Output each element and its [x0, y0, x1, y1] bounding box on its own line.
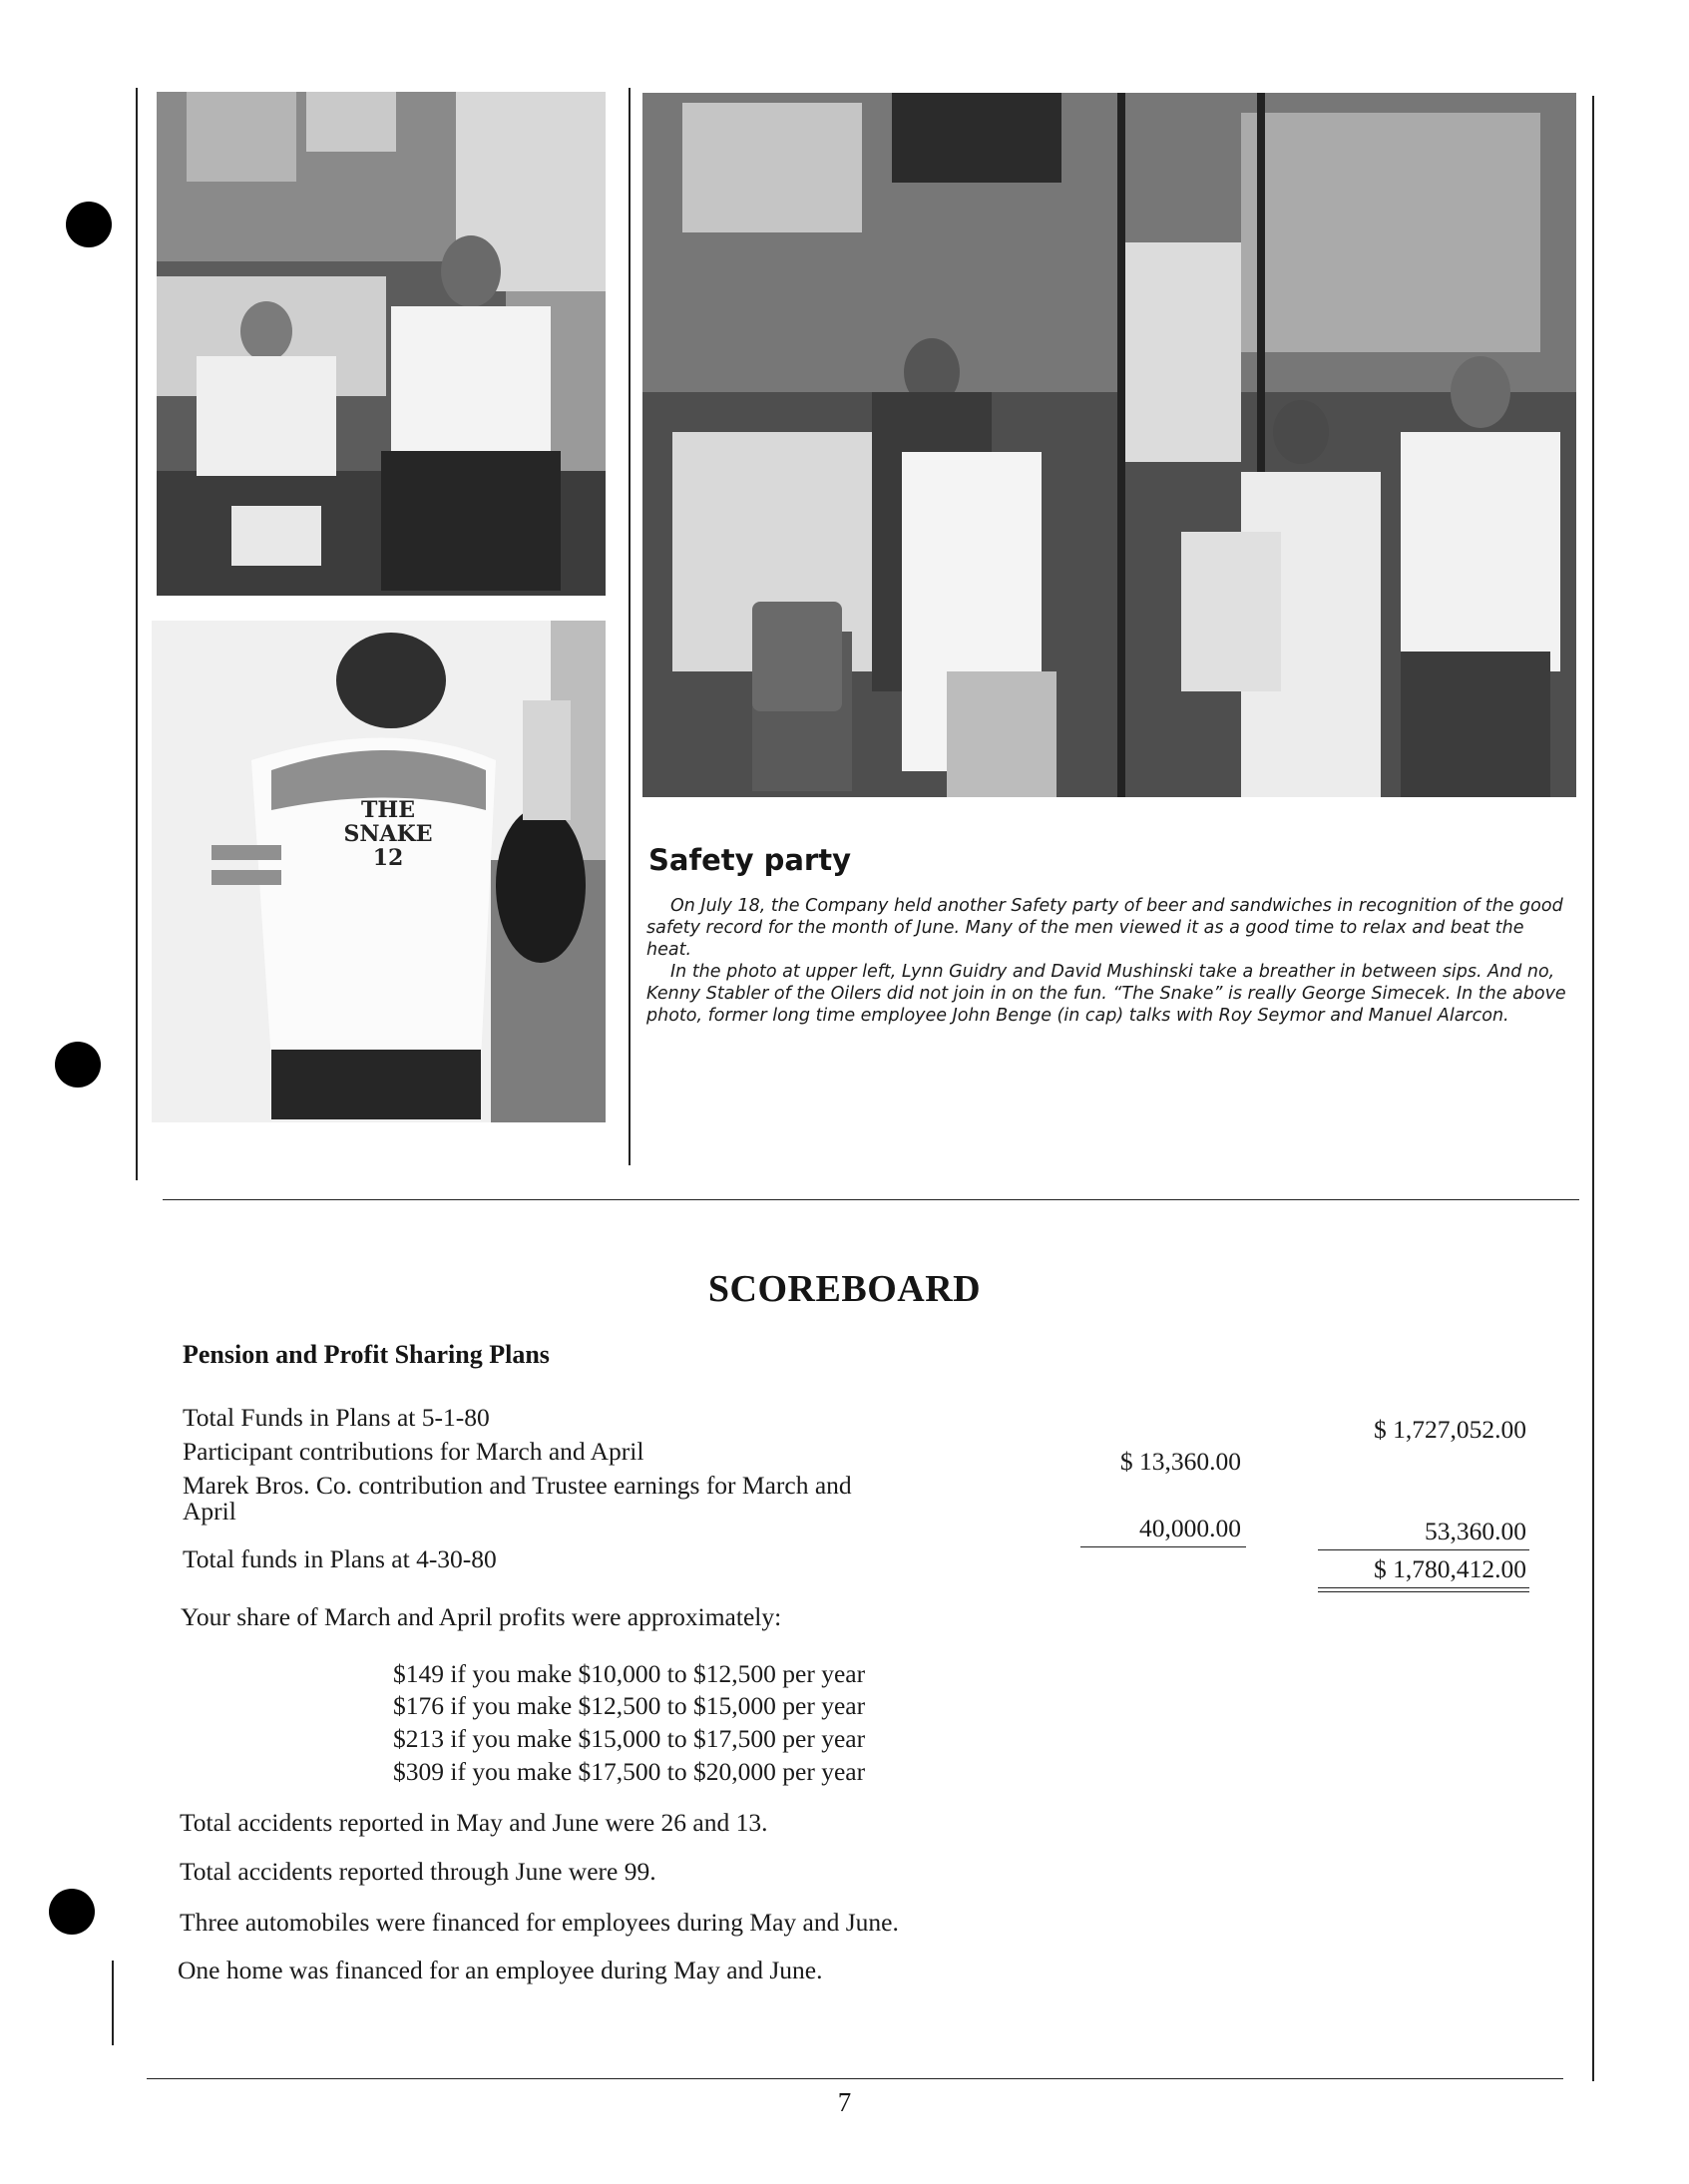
amount-total-funds-end: $ 1,780,412.00 [1374, 1554, 1526, 1583]
total-rule-top [1318, 1549, 1529, 1550]
column-divider [629, 88, 631, 1165]
photo-top-left [157, 92, 606, 596]
photo-bottom-left [152, 621, 606, 1122]
warehouse-photo-graphic [157, 92, 606, 596]
left-margin-rule [136, 88, 138, 1180]
jersey-text [323, 798, 453, 870]
binder-hole [49, 1889, 95, 1935]
statement-accidents-through-june: Total accidents reported through June were 99. [180, 1857, 656, 1886]
share-line: $176 if you make $12,500 to $15,000 per year [393, 1691, 866, 1720]
row-label-company-contribution-cont: April [183, 1497, 236, 1526]
caption-body [646, 895, 1569, 1027]
section-title: Pension and Profit Sharing Plans [183, 1340, 550, 1369]
left-margin-rule-lower [112, 1961, 114, 2045]
share-intro: Your share of March and April profits were approximately: [181, 1602, 782, 1631]
row-label-total-funds-start: Total Funds in Plans at 5-1-80 [183, 1403, 490, 1432]
caption-paragraph: In the photo at upper left, Lynn Guidry and David Mushinski take a breather in between sips. And no, Kenny Stabler of the Oilers did not join in on the fun. “The Snake” is really George Simecek. In the above photo, former long time employee John Benge (in cap) talks with Roy Seymor and Manuel Alarcon. [646, 962, 1566, 1026]
amount-company-contribution: 40,000.00 [1139, 1514, 1241, 1542]
footer-rule [147, 2078, 1563, 2079]
jersey-line: 12 [372, 845, 404, 871]
total-double-rule [1318, 1587, 1529, 1588]
subtotal-underline [1080, 1546, 1246, 1547]
jersey-line: SNAKE [343, 821, 433, 847]
caption-title: Safety party [648, 843, 851, 877]
right-margin-rule [1592, 96, 1594, 2081]
page-number: 7 [837, 2087, 852, 2117]
party-photo-graphic [642, 93, 1576, 797]
section-divider [163, 1199, 1579, 1200]
amount-subtotal: 53,360.00 [1425, 1517, 1526, 1545]
total-double-rule [1318, 1591, 1529, 1592]
statement-accidents-may-june: Total accidents reported in May and June were 26 and 13. [180, 1808, 768, 1837]
jersey-line: THE [361, 797, 415, 823]
row-label-total-funds-end: Total funds in Plans at 4-30-80 [183, 1544, 497, 1573]
caption-paragraph: On July 18, the Company held another Safety party of beer and sandwiches in recognition of the good safety record for the month of June. Many of the men viewed it as a good time to relax and beat the heat. [646, 896, 1563, 960]
row-label-company-contribution: Marek Bros. Co. contribution and Trustee earnings for March and [183, 1471, 852, 1500]
binder-hole [66, 202, 112, 247]
binder-hole [55, 1042, 101, 1088]
row-label-participant-contributions: Participant contributions for March and April [183, 1437, 644, 1466]
share-line: $213 if you make $15,000 to $17,500 per year [393, 1724, 866, 1753]
statement-home: One home was financed for an employee during May and June. [178, 1956, 823, 1984]
share-line: $149 if you make $10,000 to $12,500 per year [393, 1659, 866, 1688]
statement-automobiles: Three automobiles were financed for employees during May and June. [180, 1908, 899, 1937]
share-line: $309 if you make $17,500 to $20,000 per year [393, 1757, 866, 1786]
amount-participant-contributions: $ 13,360.00 [1119, 1447, 1241, 1476]
photo-main [642, 93, 1576, 797]
scoreboard-title: SCOREBOARD [707, 1268, 982, 1310]
amount-total-funds-start: $ 1,727,052.00 [1374, 1415, 1526, 1444]
jersey-photo-graphic [152, 621, 606, 1122]
